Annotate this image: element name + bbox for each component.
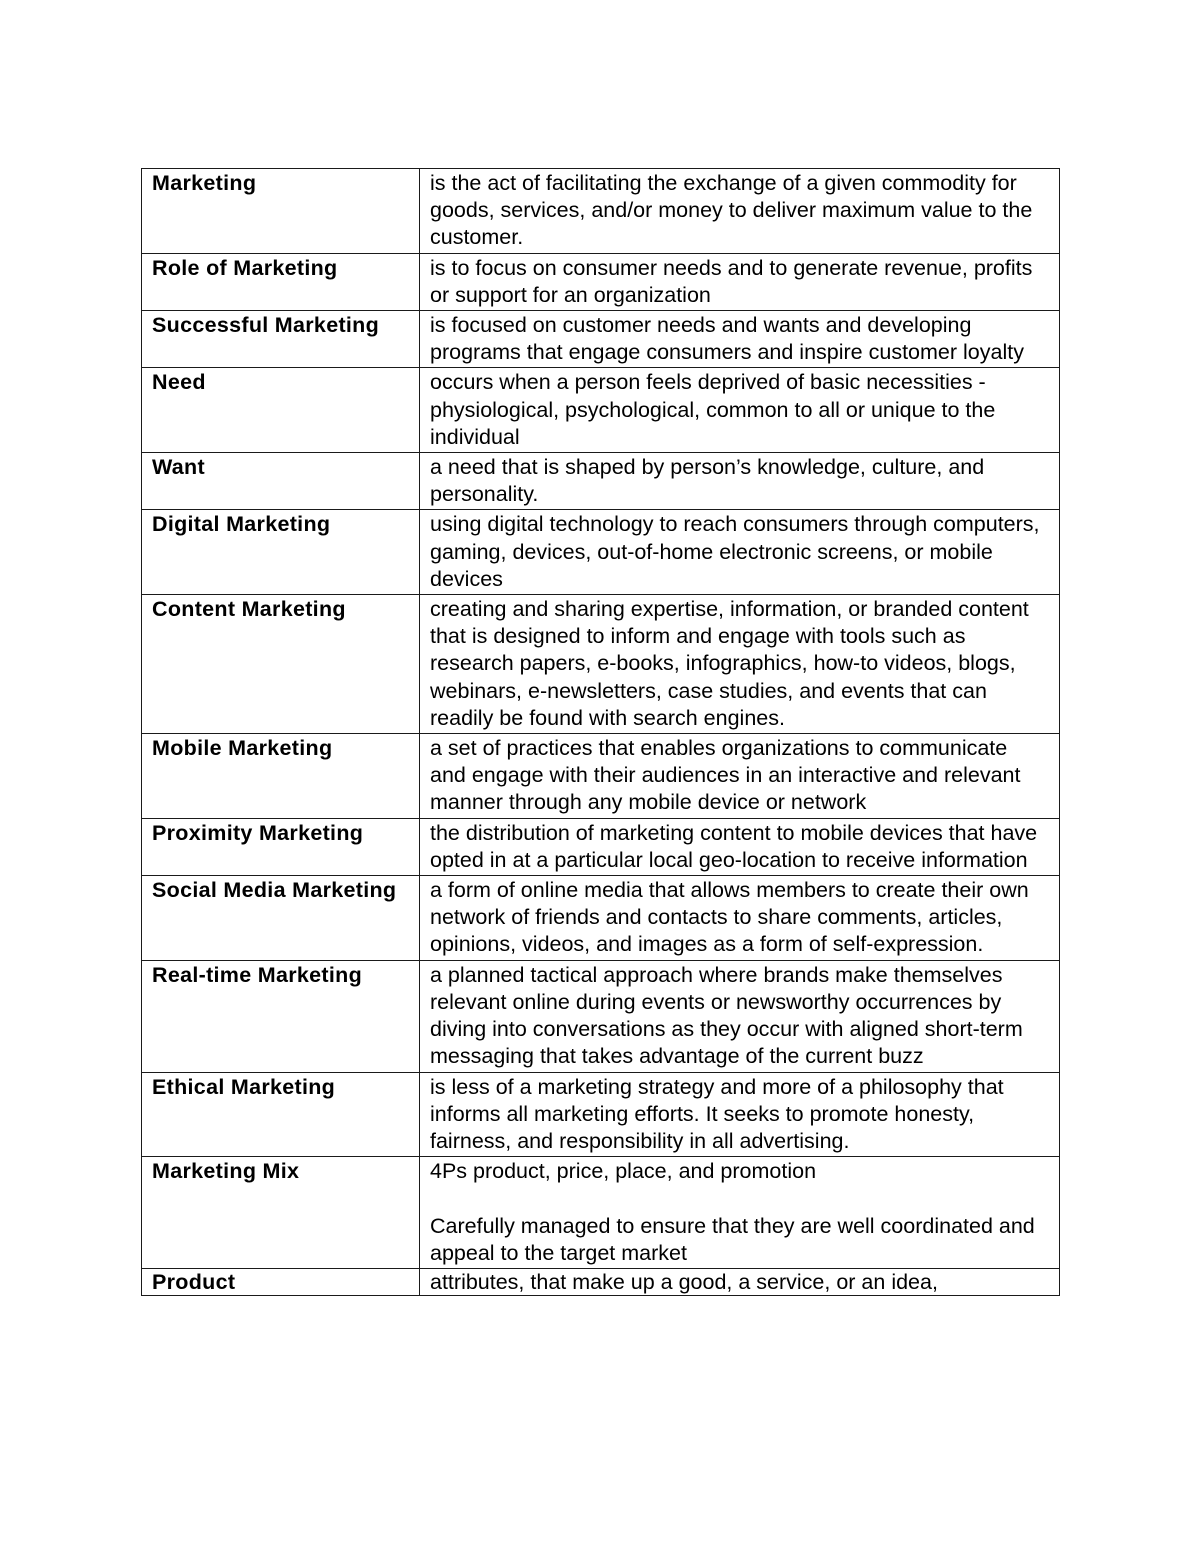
definition-cell: creating and sharing expertise, information, or branded content that is designed to inform and engage with tools such as research papers, e-books, infographics, how-to videos, blogs, webinars, e-newsletters, case studies, and events that can readily be found with search engines. <box>420 595 1060 734</box>
term-cell: Want <box>142 453 420 510</box>
table-row <box>142 734 1060 819</box>
term-cell: Ethical Marketing <box>142 1072 420 1157</box>
definition-cell: the distribution of marketing content to mobile devices that have opted in at a particular local geo-location to receive information <box>420 818 1060 875</box>
definition-cell: occurs when a person feels deprived of basic necessities -physiological, psychological, common to all or unique to the individual <box>420 368 1060 453</box>
term-cell: Marketing <box>142 169 420 254</box>
table-row <box>142 510 1060 595</box>
table-row <box>142 453 1060 510</box>
definition-cell: attributes, that make up a good, a service, or an idea, <box>420 1268 1060 1295</box>
term-cell: Marketing Mix <box>142 1157 420 1269</box>
term-cell: Digital Marketing <box>142 510 420 595</box>
term-cell: Proximity Marketing <box>142 818 420 875</box>
table-row <box>142 595 1060 734</box>
table-row <box>142 876 1060 961</box>
table-row <box>142 253 1060 310</box>
table-row <box>142 960 1060 1072</box>
term-cell: Social Media Marketing <box>142 876 420 961</box>
table-row <box>142 1157 1060 1269</box>
definition-cell: is focused on customer needs and wants and developing programs that engage consumers and inspire customer loyalty <box>420 311 1060 368</box>
table-row <box>142 1268 1060 1295</box>
definition-cell: a need that is shaped by person’s knowledge, culture, and personality. <box>420 453 1060 510</box>
definition-cell: a set of practices that enables organizations to communicate and engage with their audiences in an interactive and relevant manner through any mobile device or network <box>420 734 1060 819</box>
definition-cell: is less of a marketing strategy and more of a philosophy that informs all marketing efforts. It seeks to promote honesty, fairness, and responsibility in all advertising. <box>420 1072 1060 1157</box>
table-row <box>142 169 1060 254</box>
term-cell: Role of Marketing <box>142 253 420 310</box>
term-cell: Real-time Marketing <box>142 960 420 1072</box>
definition-cell: a form of online media that allows members to create their own network of friends and contacts to share comments, articles, opinions, videos, and images as a form of self-expression. <box>420 876 1060 961</box>
term-cell: Content Marketing <box>142 595 420 734</box>
table-row <box>142 368 1060 453</box>
term-cell: Mobile Marketing <box>142 734 420 819</box>
definition-cell: is the act of facilitating the exchange of a given commodity for goods, services, and/or money to deliver maximum value to the customer. <box>420 169 1060 254</box>
table-row <box>142 1072 1060 1157</box>
term-cell: Need <box>142 368 420 453</box>
definition-cell: is to focus on consumer needs and to generate revenue, profits or support for an organization <box>420 253 1060 310</box>
table-row <box>142 311 1060 368</box>
definition-cell: 4Ps product, price, place, and promotion Carefully managed to ensure that they are well coordinated and appeal to the target market <box>420 1157 1060 1269</box>
term-cell: Product <box>142 1268 420 1295</box>
term-cell: Successful Marketing <box>142 311 420 368</box>
definition-cell: a planned tactical approach where brands make themselves relevant online during events or newsworthy occurrences by diving into conversations as they occur with aligned short-term messaging that takes advantage of the current buzz <box>420 960 1060 1072</box>
definition-cell: using digital technology to reach consumers through computers, gaming, devices, out-of-home electronic screens, or mobile devices <box>420 510 1060 595</box>
glossary-table <box>141 168 1060 1296</box>
table-row <box>142 818 1060 875</box>
